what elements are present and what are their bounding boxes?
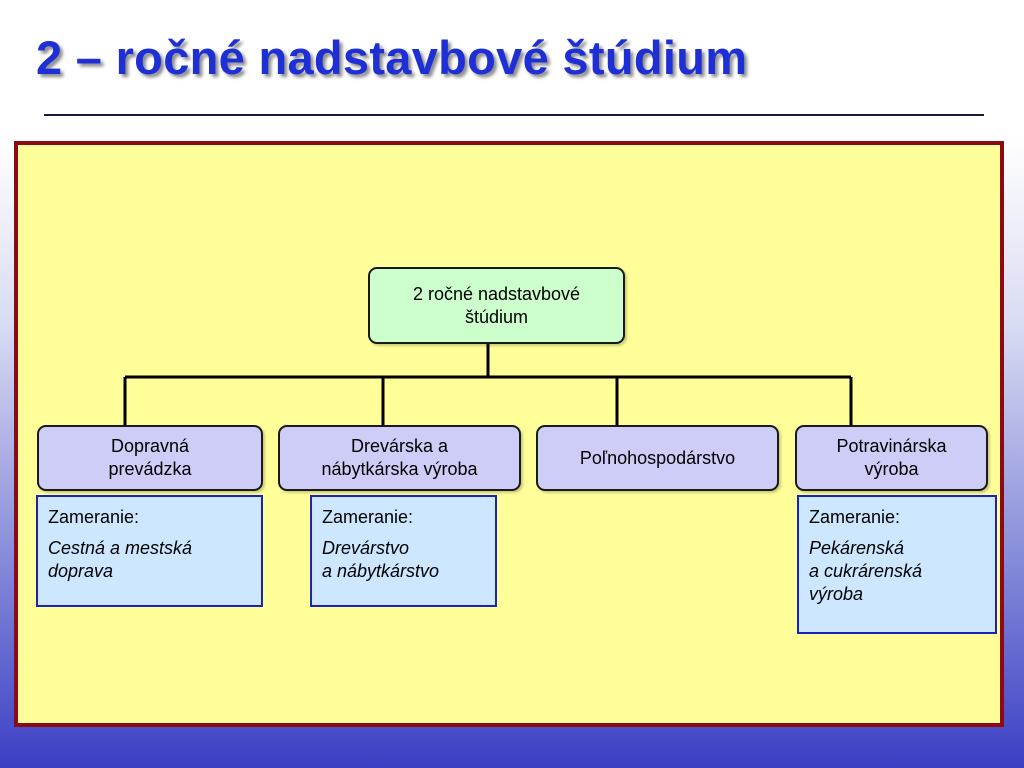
branch-node-label: Dopravná prevádzka <box>108 436 192 479</box>
branch-node-label: Drevárska a nábytkárska výroba <box>321 436 478 479</box>
branch-node-label: Potravinárska výroba <box>836 436 947 479</box>
branch-node-dopravna-prevadzka <box>37 425 263 491</box>
root-node-label: 2 ročné nadstavbové štúdium <box>412 283 581 327</box>
focus-label: Zameranie: <box>48 507 140 527</box>
slide-title: 2 – ročné nadstavbové štúdium <box>36 31 748 84</box>
branch-node-potravinarska-vyroba <box>795 425 988 491</box>
focus-box-potravinarska <box>797 495 997 634</box>
focus-value: Cestná a mestská doprava <box>48 538 193 581</box>
focus-value: Drevárstvo a nábytkárstvo <box>322 538 440 581</box>
focus-box-drevarska <box>310 495 497 607</box>
root-node <box>368 267 625 344</box>
focus-label: Zameranie: <box>322 507 414 527</box>
focus-box-dopravna <box>36 495 263 607</box>
focus-value: Pekárenská a cukrárenská výroba <box>809 538 923 604</box>
branch-node-drevarska-vyroba <box>278 425 521 491</box>
branch-node-polnohospodarstvo <box>536 425 779 491</box>
focus-label: Zameranie: <box>809 507 901 527</box>
branch-node-label: Poľnohospodárstvo <box>579 447 736 468</box>
